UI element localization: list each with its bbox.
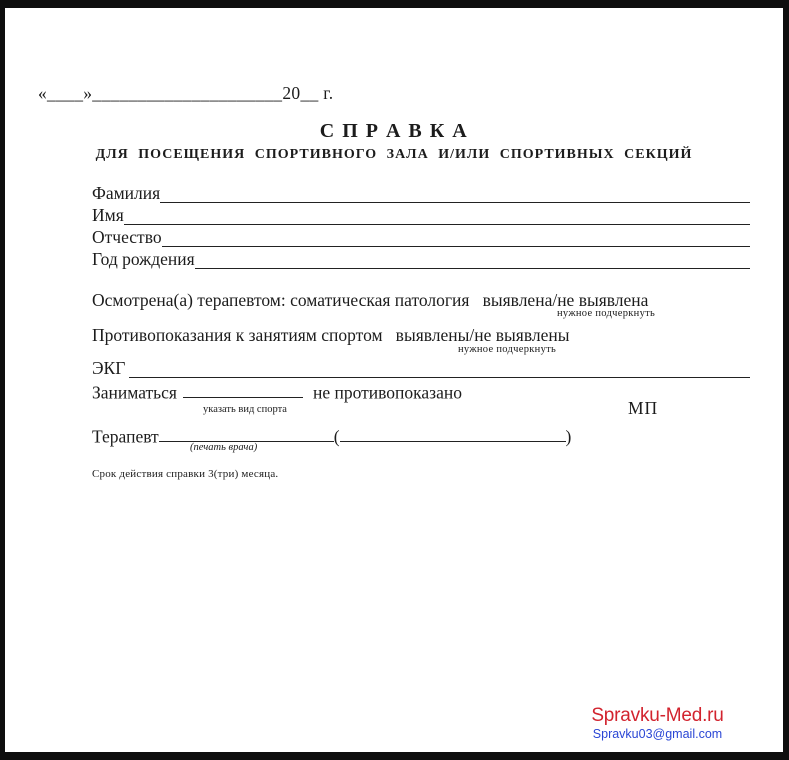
birthyear-label: Год рождения	[92, 249, 195, 269]
therapist-name-line	[340, 423, 566, 442]
birthyear-blank-line	[195, 248, 750, 269]
sport-label: Заниматься	[92, 382, 177, 403]
paren-open: (	[333, 426, 340, 447]
watermark	[585, 705, 730, 742]
stamp-mark: МП	[628, 398, 659, 418]
form-subtitle: ДЛЯ ПОСЕЩЕНИЯ СПОРТИВНОГО ЗАЛА И/ИЛИ СПОРТИВНЫХ СЕКЦИЙ	[95, 147, 693, 162]
watermark-site: Spravku-Med.ru	[591, 705, 724, 726]
firstname-label: Имя	[92, 205, 124, 225]
field-row-patronymic	[92, 225, 750, 247]
therapist-line	[92, 423, 571, 447]
field-row-firstname	[92, 203, 750, 225]
ecg-row	[92, 356, 750, 378]
sport-kind-blank-line	[183, 379, 303, 398]
therapist-label: Терапевт	[92, 426, 159, 447]
paren-close: )	[565, 426, 572, 447]
examination-line: Осмотрена(а) терапевтом: соматическая патология выявлена/не выявлена	[92, 290, 649, 310]
patronymic-blank-line	[162, 226, 750, 247]
patronymic-label: Отчество	[92, 227, 162, 247]
date-line: «____»_____________________20__ г.	[38, 83, 334, 103]
form-title: С П Р А В К А	[319, 120, 469, 142]
sport-permission-text: не противопоказано	[312, 382, 462, 403]
therapist-signature-line	[159, 423, 334, 442]
certificate-sheet	[5, 8, 783, 752]
validity-note: Срок действия справки 3(три) месяца.	[92, 468, 279, 480]
underline-note-1: нужное подчеркнуть	[557, 308, 656, 319]
ecg-blank-line	[129, 357, 750, 378]
sport-kind-hint: указать вид спорта	[203, 404, 287, 415]
personal-fields	[92, 181, 750, 269]
firstname-blank-line	[124, 204, 750, 225]
sport-permission-line	[92, 379, 462, 403]
watermark-email: Spravku03@gmail.com	[592, 727, 723, 741]
surname-label: Фамилия	[92, 183, 161, 203]
doctor-seal-hint: (печать врача)	[190, 442, 258, 453]
surname-blank-line	[160, 182, 750, 203]
contraindications-line: Противопоказания к занятиям спортом выявлены/не выявлены	[92, 325, 570, 345]
ecg-label: ЭКГ	[92, 358, 126, 378]
field-row-birthyear	[92, 247, 750, 269]
field-row-surname	[92, 181, 750, 203]
underline-note-2: нужное подчеркнуть	[458, 344, 557, 355]
